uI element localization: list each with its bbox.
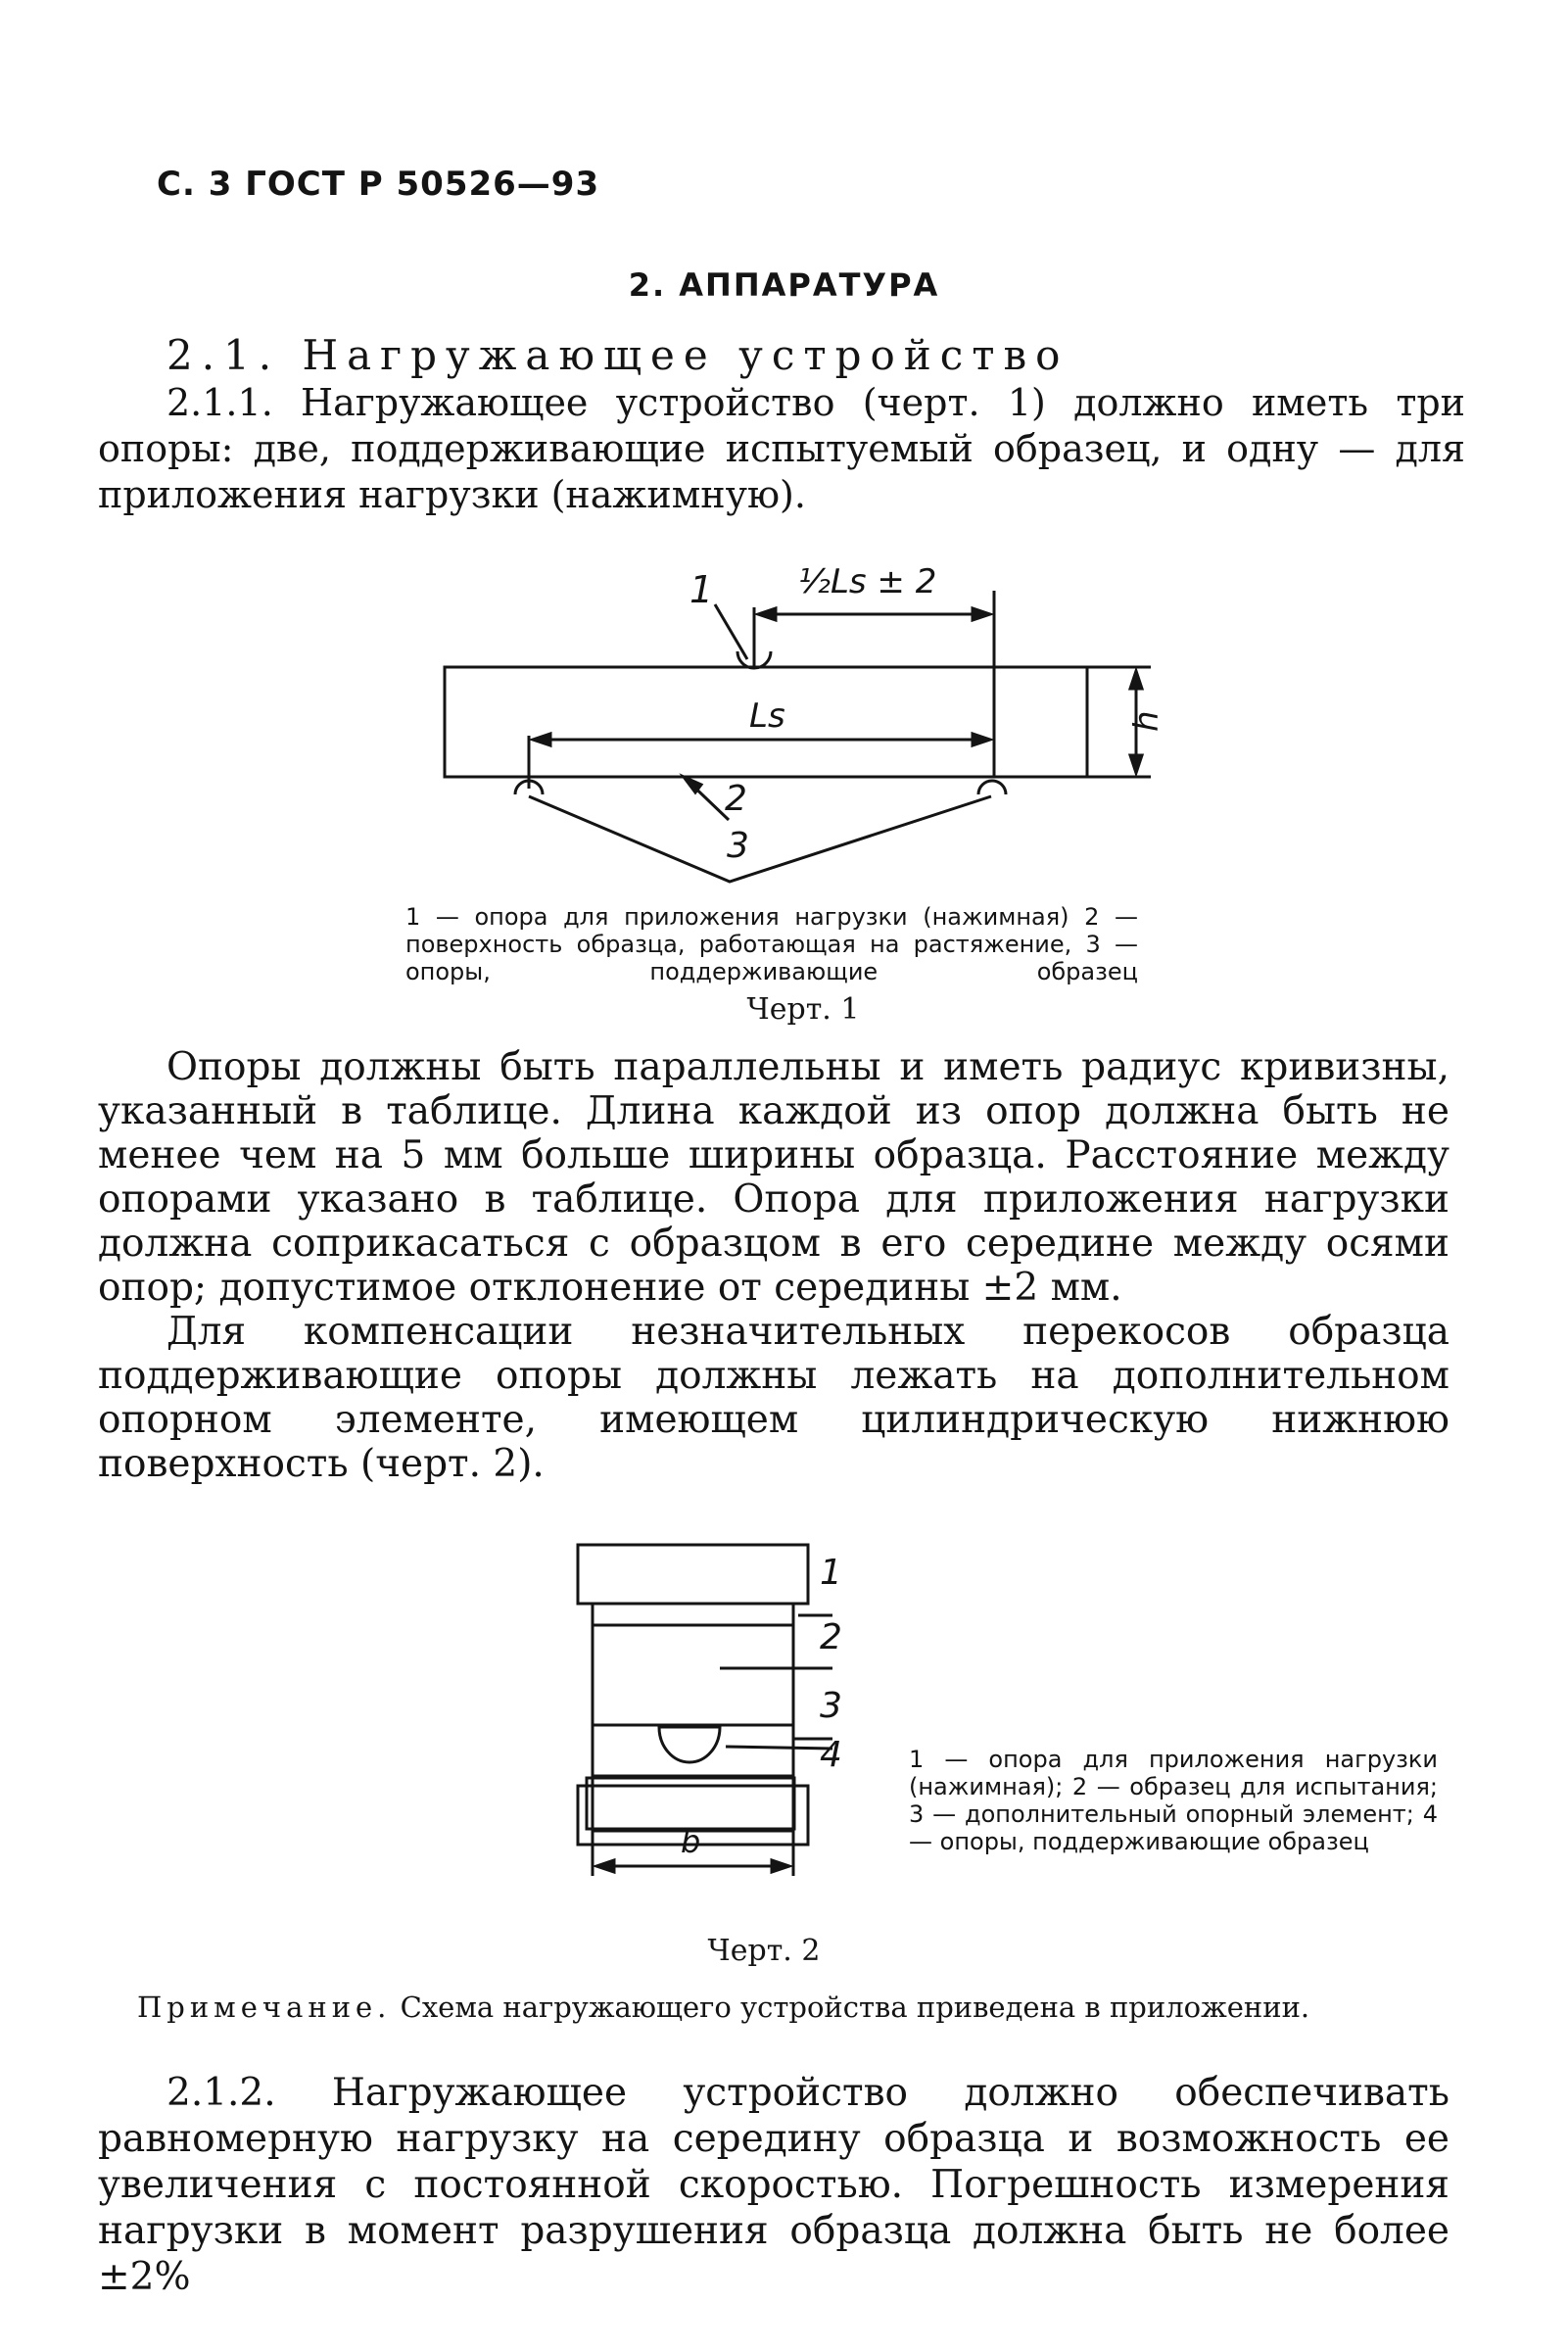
figure-1-diagram xyxy=(431,563,1175,887)
note-label: Примечание. xyxy=(137,1991,392,2024)
figure-1-title: Черт. 1 xyxy=(746,992,860,1027)
fig2-label-3: 3 xyxy=(820,1686,842,1726)
cylinder-support xyxy=(659,1727,720,1762)
note-text: Схема нагружающего устройства приведена в приложении. xyxy=(400,1991,1310,2024)
fig2-label-4: 4 xyxy=(820,1735,842,1775)
figure-2-diagram xyxy=(553,1533,886,1886)
load-block xyxy=(578,1545,808,1604)
fig1-label-3: 3 xyxy=(727,826,749,866)
paragraph-supports: Опоры должны быть параллельны и иметь радиус кривизны, указанный в таблице. Длина каждой из опор должна быть не менее чем на 5 мм больше ширины образца. Расстояние между опорами указано в таблице. Опора для приложения нагрузки должна соприкасаться с образцом в его середине между осями опор; допустимое отклонение от середины ±2 мм. xyxy=(98,1045,1449,1310)
right-support xyxy=(978,781,1006,794)
figure-1-caption: 1 — опора для приложения нагрузки (нажимная) 2 — поверхность образца, работающая на растяжение, 3 — опоры, поддерживающие образец xyxy=(405,903,1138,985)
paragraph-compensation: Для компенсации незначительных перекосов образца поддерживающие опоры должны лежать на дополнительном опорном элементе, имеющем цилиндрическую нижнюю поверхность (черт. 2). xyxy=(98,1310,1449,1486)
fig1-dim-half: ½Ls ± 2 xyxy=(798,563,937,601)
section-title: 2. АППАРАТУРА xyxy=(628,266,940,304)
note xyxy=(137,1991,1455,2024)
fig1-label-2: 2 xyxy=(725,779,747,819)
paragraph-2-1-1: 2.1.1. Нагружающее устройство (черт. 1) должно иметь три опоры: две, поддерживающие испытуемый образец, и одну — для приложения нагрузки (нажимную). xyxy=(98,381,1465,516)
figure-2-title: Черт. 2 xyxy=(707,1934,821,1968)
fig2-dim-b: b xyxy=(681,1823,701,1860)
fig2-label-1: 1 xyxy=(820,1553,842,1593)
fig1-dim-h: h xyxy=(1127,710,1166,732)
subsection-title: 2.1. Нагружающее устройство xyxy=(166,331,1069,379)
fig1-dim-ls: Ls xyxy=(749,696,785,736)
paragraph-2-1-2: 2.1.2. Нагружающее устройство должно обеспечивать равномерную нагрузку на середину образца и возможность ее увеличения с постоянной скоростью. Погрешность измерения нагрузки в момент разрушения образца должна быть не более ±2% xyxy=(98,2071,1449,2299)
fig1-label-1: 1 xyxy=(689,568,714,611)
page-header: С. 3 ГОСТ Р 50526—93 xyxy=(157,165,600,204)
fig2-label-2: 2 xyxy=(820,1617,842,1657)
figure-2-caption: 1 — опора для приложения нагрузки (нажимная); 2 — образец для испытания; 3 — дополнительный опорный элемент; 4 — опоры, поддерживающие образец xyxy=(909,1746,1438,1855)
